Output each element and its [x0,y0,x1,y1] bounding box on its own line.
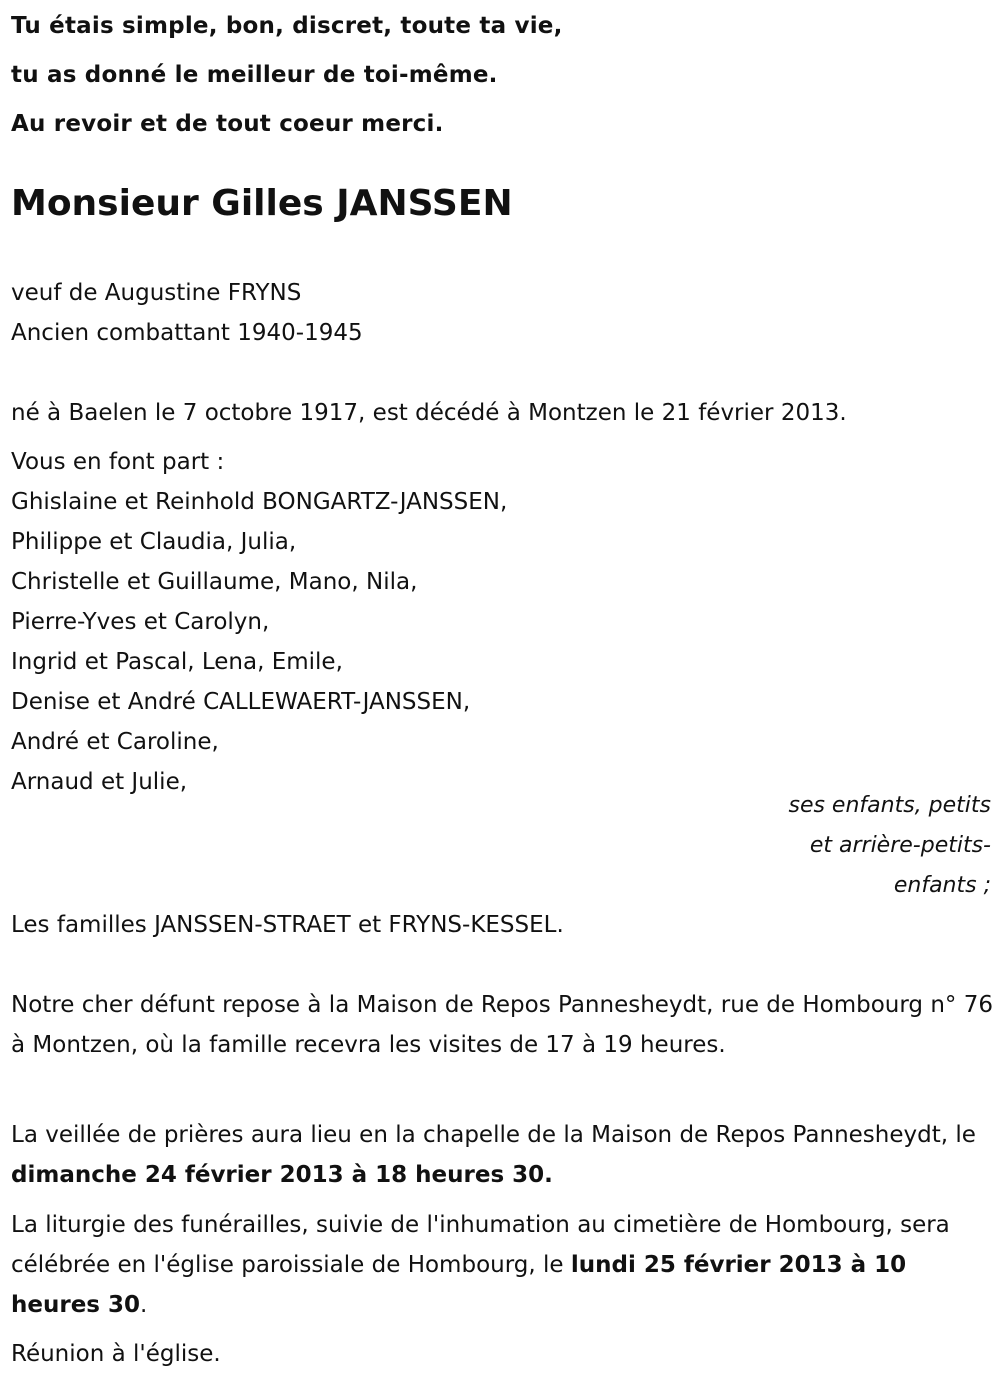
families-line: Les familles JANSSEN-STRAET et FRYNS-KESSEL. [11,912,564,938]
funeral-paragraph [11,1205,996,1325]
family-member: Philippe et Claudia, Julia, [11,529,297,555]
spouse-line: veuf de Augustine FRYNS [11,280,302,306]
vigil-text: La veillée de prières aura lieu en la chapelle de la Maison de Repos Pannesheydt, le [11,1122,976,1148]
verse-line: tu as donné le meilleur de toi-même. [11,62,498,88]
repose-paragraph: Notre cher défunt repose à la Maison de Repos Pannesheydt, rue de Hombourg n° 76 à Montzen, où la famille recevra les visites de 17 à 19 heures. [11,992,993,1058]
family-member: Pierre-Yves et Carolyn, [11,609,270,635]
birth-death-line: né à Baelen le 7 octobre 1917, est décédé à Montzen le 21 février 2013. [11,400,847,426]
family-member: Denise et André CALLEWAERT-JANSSEN, [11,689,471,715]
family-member: Christelle et Guillaume, Mano, Nila, [11,569,418,595]
funeral-text: La liturgie des funérailles, suivie de l'inhumation au cimetière de Hombourg, sera célébrée en l'église paroissiale de Hombourg, le [11,1212,950,1278]
vigil-paragraph [11,1115,996,1195]
funeral-date: lundi 25 février 2013 à 10 heures 30 [11,1252,907,1318]
verse-line: Au revoir et de tout coeur merci. [11,111,444,137]
family-member: Ghislaine et Reinhold BONGARTZ-JANSSEN, [11,489,508,515]
verse-line: Tu étais simple, bon, discret, toute ta vie, [11,13,563,39]
veteran-line: Ancien combattant 1940-1945 [11,320,363,346]
family-member: André et Caroline, [11,729,219,755]
family-list [11,442,507,802]
relation-note [731,786,991,906]
family-member: Arnaud et Julie, [11,769,188,795]
reunion-line: Réunion à l'église. [11,1341,221,1367]
funeral-end: . [140,1292,148,1318]
vigil-date: dimanche 24 février 2013 à 18 heures 30. [11,1162,553,1188]
relation-note-line: ses enfants, petits [788,793,991,818]
obituary-notice [11,0,993,1367]
relation-note-line: enfants ; [893,873,991,898]
memorial-verse [11,0,991,149]
relation-note-line: et arrière-petits- [809,833,991,858]
announce-intro: Vous en font part : [11,449,225,475]
family-member: Ingrid et Pascal, Lena, Emile, [11,649,343,675]
deceased-name: Monsieur Gilles JANSSEN [11,183,513,224]
